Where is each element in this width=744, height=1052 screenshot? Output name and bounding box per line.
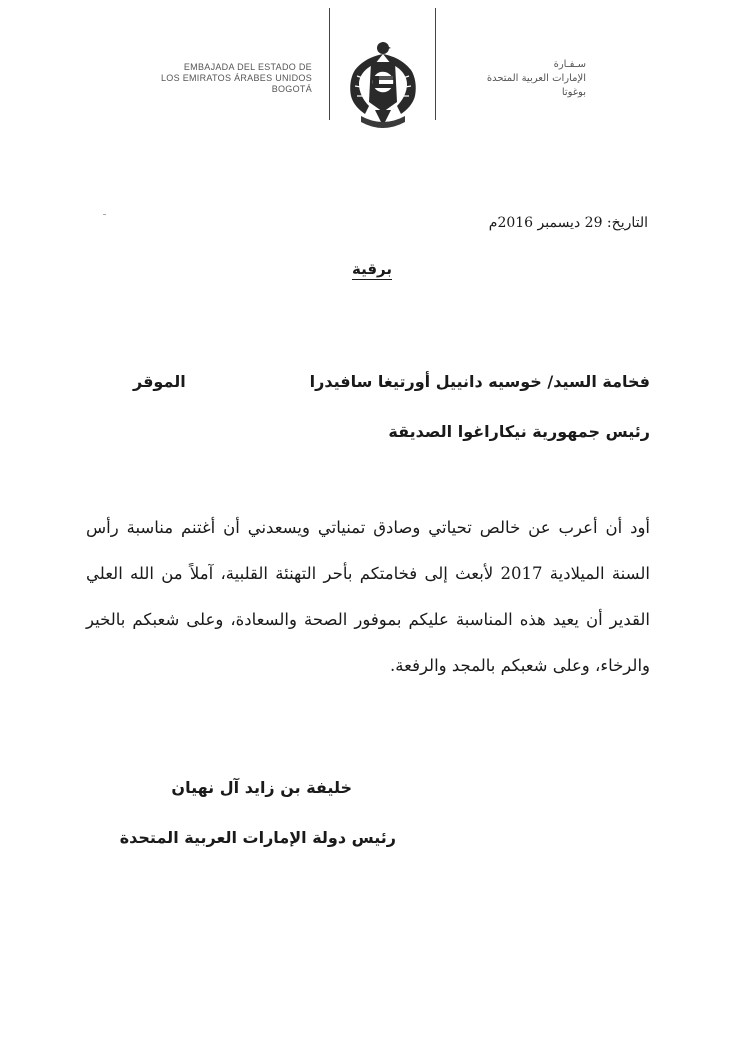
signatory-name: خليفة بن زايد آل نهيان [171,778,352,797]
header-divider-right [435,8,436,120]
addressee-honorific: الموقر [133,372,186,391]
embassy-ar-line: الإمارات العربية المتحدة [486,73,586,84]
embassy-ar-line: بوغوتا [561,87,586,98]
addressee-name: فخامة السيد/ خوسيه دانييل أورتيغا سافيدرا [309,372,650,391]
uae-falcon-emblem-icon [345,36,421,132]
header-divider-left [329,8,330,120]
embassy-ar-line: سـفـارة [553,59,586,70]
addressee-title: رئيس جمهورية نيكاراغوا الصديقة [388,422,650,441]
embassy-name-arabic [446,58,586,100]
embassy-name-spanish [140,62,312,95]
letterhead [0,0,744,140]
embassy-es-line: BOGOTÁ [271,84,312,94]
embassy-es-line: LOS EMIRATOS ÁRABES UNIDOS [161,73,312,83]
letter-body: أود أن أعرب عن خالص تحياتي وصادق تمنياتي ويسعدني أن أغتنم مناسبة رأس السنة الميلادية 2017 لأبعث إلى فخامتكم بأحر التهنئة القلبية، آملاً من الله العلي القدير أن يعيد هذه المناسبة عليكم بموفور الصحة والسعادة، وعلى شعبكم بالخير والرخاء، وعلى شعبكم بالمجد والرفعة. [86,518,650,675]
document-title: برقية [351,260,392,278]
signatory-title: رئيس دولة الإمارات العربية المتحدة [119,828,396,847]
embassy-es-line: EMBAJADA DEL ESTADO DE [183,62,312,72]
letter-date: التاريخ: 29 ديسمبر 2016م [488,215,648,231]
scan-speck [103,214,106,215]
